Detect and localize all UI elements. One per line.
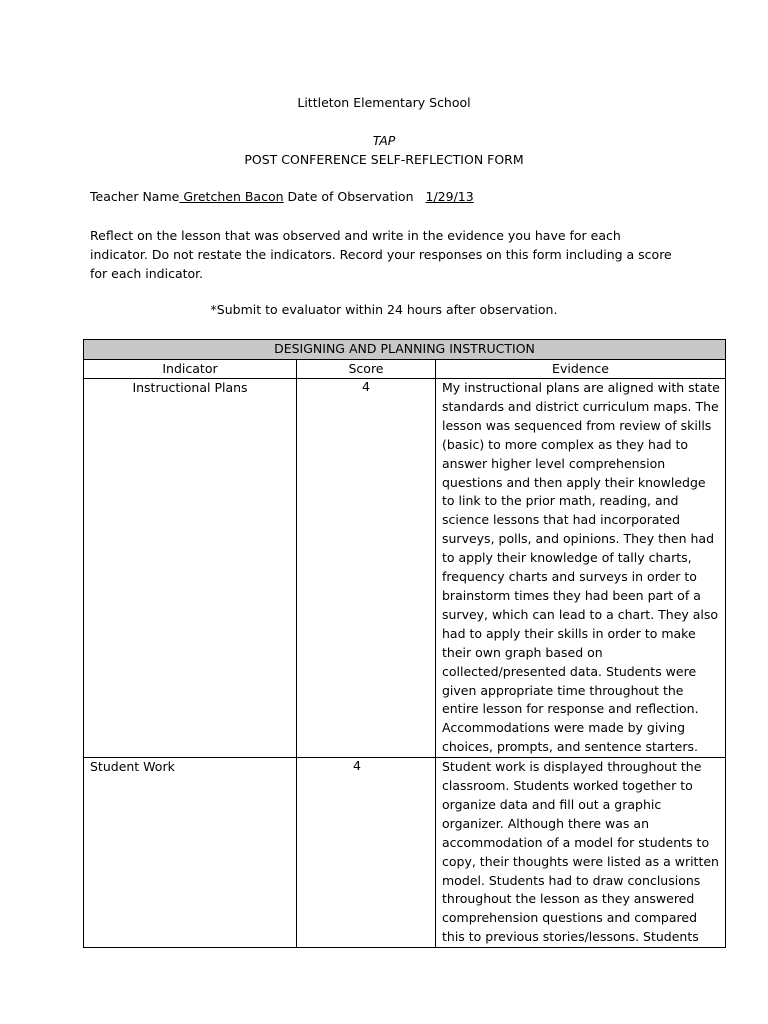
indicator-header: Indicator (84, 360, 297, 379)
evidence-cell: My instructional plans are aligned with state standards and district curriculum maps. The lesson was sequenced from review of skills (basic) to more complex as they had to answer higher level comprehension questions and then apply their knowledge to link to the prior math, reading, and science lessons that had incorporated surveys, polls, and opinions. They then had to apply their knowledge of tally charts, frequency charts and surveys in order to brainstorm times they had been part of a survey, which can lead to a chart. They also had to apply their skills in order to make their own graph based on collected/presented data. Students were given appropriate time throughout the entire lesson for response and reflection. Accommodations were made by giving choices, prompts, and sentence starters. (436, 379, 726, 758)
submit-note: *Submit to evaluator within 24 hours after observation. (210, 302, 558, 317)
table-row (84, 379, 726, 758)
form-title: POST CONFERENCE SELF-REFLECTION FORM (244, 152, 524, 167)
instructions-text: Reflect on the lesson that was observed and write in the evidence you have for each indicator. Do not restate the indicators. Record your responses on this form including a score for each indicator. (90, 228, 672, 281)
table-header-row (84, 360, 726, 379)
score-value: 4 (353, 758, 361, 774)
score-header: Score (297, 360, 436, 379)
score-cell (297, 758, 436, 948)
program-name: TAP (372, 133, 396, 148)
evidence-cell: Student work is displayed throughout the classroom. Students worked together to organize data and fill out a graphic organizer. Although there was an accommodation of a model for students to copy, their thoughts were listed as a written model. Students had to draw conclusions throughout the lesson as they answered comprehension questions and compared this to previous stories/lessons. Students (436, 758, 726, 948)
evidence-header: Evidence (436, 360, 726, 379)
indicator-cell: Instructional Plans (84, 379, 297, 758)
teacher-info-line (90, 189, 474, 205)
table-title-row (84, 340, 726, 360)
observation-date-value: 1/29/13 (425, 189, 474, 204)
teacher-name-label: Teacher Name (90, 189, 180, 204)
section-title: DESIGNING AND PLANNING INSTRUCTION (84, 340, 726, 360)
school-name: Littleton Elementary School (297, 95, 471, 110)
teacher-name-value: Gretchen Bacon (179, 189, 284, 204)
table-row (84, 758, 726, 948)
indicator-cell: Student Work (84, 758, 297, 948)
observation-date-label: Date of Observation (287, 189, 414, 204)
reflection-table (83, 339, 726, 948)
score-cell (297, 379, 436, 758)
score-value: 4 (362, 379, 370, 394)
